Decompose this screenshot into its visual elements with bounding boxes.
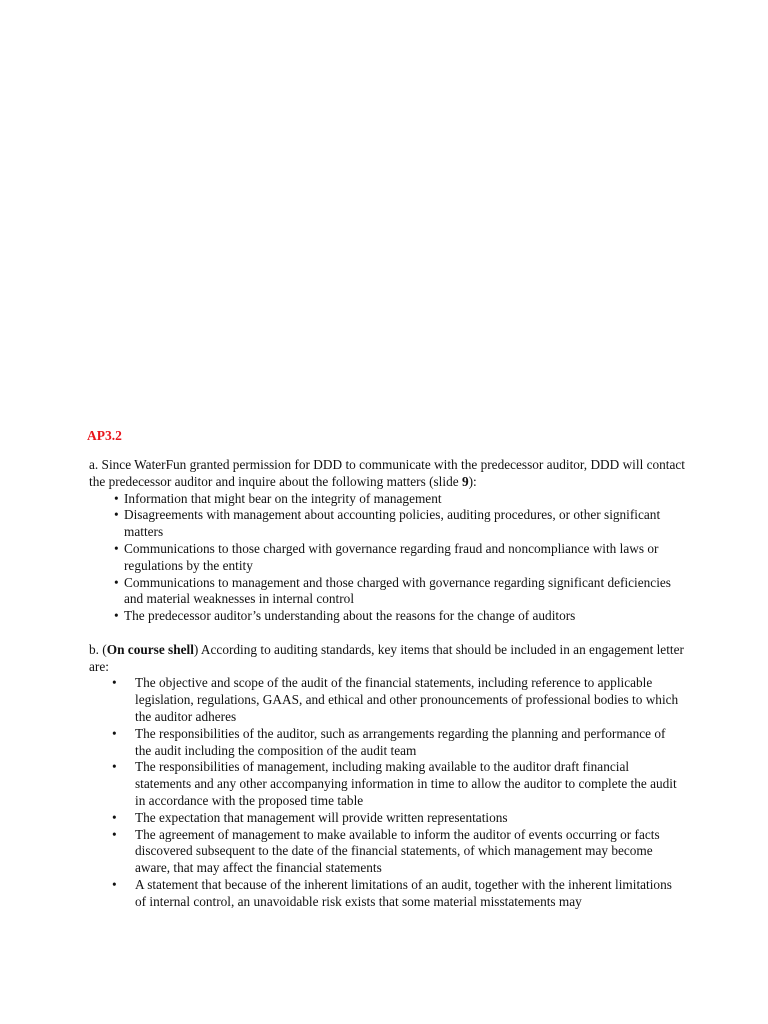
bullet-icon: •	[112, 826, 117, 842]
bullet-icon: •	[114, 574, 119, 590]
list-item	[112, 675, 680, 725]
bullet-icon: •	[112, 675, 117, 691]
list-item	[114, 490, 689, 508]
bullet-icon: •	[114, 490, 119, 506]
list-item-text: The objective and scope of the audit of the financial statements, including reference to applicable legislation, regulations, GAAS, and ethical and other pronouncements of professional bodies to which the auditor adheres	[135, 675, 679, 724]
list-item-text: Communications to those charged with governance regarding fraud and noncompliance with laws or regulations by the entity	[124, 540, 659, 573]
slide-number: 9	[461, 473, 469, 489]
part-a-text-before: a. Since WaterFun granted permission for DDD to communicate with the predecessor auditor, DDD will contact the predecessor auditor and inquire about the following matters (slide	[89, 457, 685, 489]
list-item-text: The agreement of management to make available to inform the auditor of events occurring or facts discovered subsequent to the date of the financial statements, of which management may become aware, that may affect the financial statements	[135, 826, 660, 876]
list-item-text: The responsibilities of management, including making available to the auditor draft financial statements and any other accompanying information in time to allow the auditor to complete the audit in accordance with the proposed time table	[135, 759, 677, 808]
list-item-text: Communications to management and those charged with governance regarding significant deficiencies and material weaknesses in internal control	[124, 574, 671, 607]
list-item-text: Disagreements with management about accounting policies, auditing procedures, or other significant matters	[124, 507, 661, 540]
document-body	[89, 457, 689, 911]
bullet-icon: •	[112, 759, 117, 775]
list-item	[114, 540, 689, 575]
bullet-icon: •	[114, 507, 119, 523]
bullet-icon: •	[114, 540, 119, 556]
bullet-icon: •	[112, 725, 117, 741]
section-heading: AP3.2	[87, 428, 122, 443]
part-b-prefix: b. (	[89, 641, 107, 657]
list-item-text: The responsibilities of the auditor, such as arrangements regarding the planning and performance of the audit including the composition of the audit team	[135, 725, 666, 758]
list-item	[114, 507, 689, 541]
part-a-list	[89, 491, 689, 625]
bullet-icon: •	[112, 809, 117, 825]
list-item	[112, 725, 680, 760]
bullet-icon: •	[114, 608, 119, 624]
list-item-text: Information that might bear on the integrity of management	[124, 490, 442, 506]
list-item	[112, 826, 680, 877]
bullet-icon: •	[112, 876, 117, 892]
list-item	[112, 759, 680, 809]
list-item-text: A statement that because of the inherent limitations of an audit, together with the inherent limitations of internal control, an unavoidable risk exists that some material misstatements may	[135, 876, 672, 909]
list-item-text: The expectation that management will provide written representations	[135, 809, 508, 825]
part-a-text-after: ):	[468, 473, 477, 489]
list-item	[114, 574, 689, 609]
list-item	[112, 876, 680, 911]
part-b-list	[89, 675, 680, 910]
part-a-paragraph	[89, 457, 689, 491]
list-item	[114, 608, 689, 625]
list-item-text: The predecessor auditor’s understanding about the reasons for the change of auditors	[124, 608, 576, 624]
part-b-text: ) According to auditing standards, key items that should be included in an engagement letter are:	[89, 641, 684, 674]
list-item	[112, 809, 680, 827]
part-b-paragraph	[89, 642, 689, 676]
part-b-bold-label: On course shell	[106, 641, 194, 657]
